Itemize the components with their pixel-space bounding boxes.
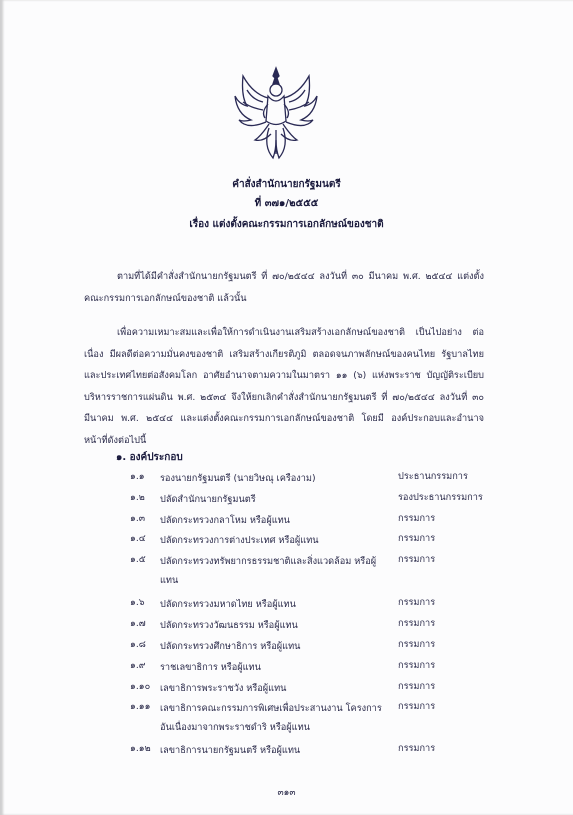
paragraph-1 bbox=[84, 266, 484, 309]
item-number: ๑.๑๒ bbox=[130, 743, 151, 754]
member-name: รองนายกรัฐมนตรี (นายวิษณุ เครืองาม) bbox=[160, 473, 316, 484]
member-role: กรรมการ bbox=[398, 660, 436, 671]
item-number: ๑.๑๐ bbox=[130, 681, 151, 692]
garuda-emblem-icon bbox=[233, 66, 319, 162]
member-role: กรรมการ bbox=[398, 533, 436, 544]
item-number: ๑.๑๑ bbox=[130, 701, 151, 712]
item-number: ๑.๑ bbox=[130, 471, 145, 482]
member-role: กรรมการ bbox=[398, 701, 436, 712]
member-name: ปลัดกระทรวงทรัพยากรธรรมชาติและสิ่งแวดล้อม หรือผู้แทน bbox=[160, 556, 377, 586]
member-name: เลขาธิการพระราชวัง หรือผู้แทน bbox=[160, 683, 287, 694]
item-number: ๑.๓ bbox=[130, 513, 146, 524]
member-role: กรรมการ bbox=[398, 639, 436, 650]
section-heading: ๑. องค์ประกอบ bbox=[116, 452, 183, 463]
item-number: ๑.๗ bbox=[130, 618, 146, 629]
member-role: กรรมการ bbox=[398, 618, 436, 629]
member-name: เลขาธิการนายกรัฐมนตรี หรือผู้แทน bbox=[160, 745, 301, 756]
document-subject: เรื่อง แต่งตั้งคณะกรรมการเอกลักษณ์ของชาติ bbox=[189, 219, 384, 230]
item-number: ๑.๕ bbox=[130, 554, 146, 565]
item-number: ๑.๔ bbox=[130, 533, 146, 544]
member-role: ประธานกรรมการ bbox=[398, 471, 468, 482]
document-title: คำสั่งสำนักนายกรัฐมนตรี bbox=[232, 179, 341, 190]
paragraph-2 bbox=[84, 322, 484, 451]
item-number: ๑.๖ bbox=[130, 597, 145, 608]
member-name: เลขาธิการคณะกรรมการพิเศษเพื่อประสานงาน โครงการอันเนื่องมาจากพระราชดำริ หรือผู้แทน bbox=[160, 703, 382, 733]
paragraph-1-text: ตามที่ได้มีคำสั่งสำนักนายกรัฐมนตรี ที่ ๗๐/๒๕๔๔ ลงวันที่ ๓๐ มีนาคม พ.ศ. ๒๕๔๔ แต่งตั้ง คณะกรรมการเอกลักษณ์ของชาติ แล้วนั้น bbox=[84, 271, 484, 304]
member-name: ปลัดกระทรวงมหาดไทย หรือผู้แทน bbox=[160, 599, 296, 610]
member-name: ปลัดกระทรวงวัฒนธรรม หรือผู้แทน bbox=[160, 620, 298, 631]
member-role: กรรมการ bbox=[398, 597, 436, 608]
member-role: รองประธานกรรมการ bbox=[398, 492, 483, 503]
document-number: ที่ ๓๗๑/๒๕๕๕ bbox=[254, 198, 319, 209]
member-name: ปลัดกระทรวงการต่างประเทศ หรือผู้แทน bbox=[160, 535, 319, 546]
member-name: ปลัดสำนักนายกรัฐมนตรี bbox=[160, 494, 256, 505]
member-role: กรรมการ bbox=[398, 554, 436, 565]
item-number: ๑.๘ bbox=[130, 639, 146, 650]
page-number: ๓๑๓ bbox=[277, 788, 296, 798]
member-name: ปลัดกระทรวงศึกษาธิการ หรือผู้แทน bbox=[160, 641, 301, 652]
paragraph-2-text: เพื่อความเหมาะสมและเพื่อให้การดำเนินงานเสริมสร้างเอกลักษณ์ของชาติ เป็นไปอย่าง ต่อเนื่อง มีผลดีต่อความมั่นคงของชาติ เสริมสร้างเกียรติภูมิ ตลอดจนภาพลักษณ์ของคนไทย รัฐบาลไทย และประเทศไทยต่อสังคมโลก อาศัยอำนาจตามความในมาตรา ๑๑ (๖) แห่งพระราช บัญญัติระเบียบบริหารราชการแผ่นดิน พ.ศ. ๒๕๓๔ จึงให้ยกเลิกคำสั่งสำนักนายกรัฐมนตรี ที่ ๗๐/๒๕๔๔ ลงวันที่ ๓๐ มีนาคม พ.ศ. ๒๕๔๔ และแต่งตั้งคณะกรรมการเอกลักษณ์ของชาติ โดยมี องค์ประกอบและอำนาจหน้าที่ดังต่อไปนี้ bbox=[84, 327, 484, 446]
member-role: กรรมการ bbox=[398, 743, 436, 754]
member-role: กรรมการ bbox=[398, 513, 436, 524]
member-name: ราชเลขาธิการ หรือผู้แทน bbox=[160, 662, 261, 673]
member-name: ปลัดกระทรวงกลาโหม หรือผู้แทน bbox=[160, 515, 290, 526]
item-number: ๑.๙ bbox=[130, 660, 146, 671]
item-number: ๑.๒ bbox=[130, 492, 145, 503]
member-role: กรรมการ bbox=[398, 681, 436, 692]
